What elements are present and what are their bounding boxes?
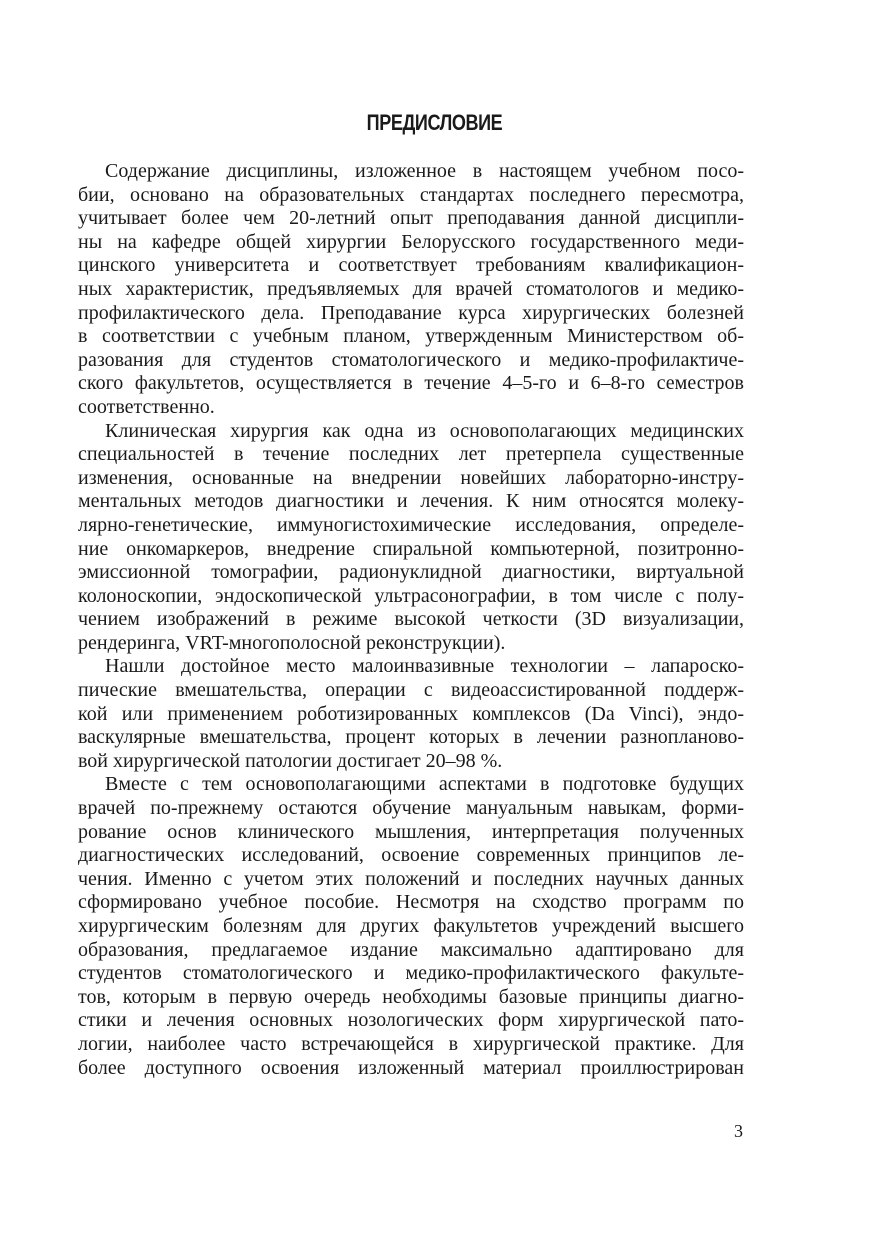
- paragraph-line: ского факультетов, осуществляется в течение 4–5-го и 6–8-го семестров: [78, 372, 744, 395]
- paragraph-line: разования для студентов стоматологического и медико-профилактиче-: [78, 348, 744, 371]
- paragraph-line: студентов стоматологического и медико-профилактического факульте-: [78, 962, 744, 985]
- paragraph-line: кой или применением роботизированных комплексов (Da Vinci), эндо-: [78, 702, 744, 725]
- paragraph-line: рендеринга, VRT-многополосной реконструкции).: [78, 631, 506, 654]
- paragraph-line: логии, наиболее часто встречающейся в хирургической практике. Для: [78, 1032, 744, 1055]
- paragraph-line: ние онкомаркеров, внедрение спиральной компьютерной, позитронно-: [78, 537, 744, 560]
- paragraph: [78, 420, 744, 656]
- paragraph: [78, 773, 744, 1080]
- paragraph-line: эмиссионной томографии, радионуклидной диагностики, виртуальной: [78, 561, 744, 584]
- paragraph-line: колоноскопии, эндоскопической ультрасонографии, в том числе с полу-: [78, 584, 744, 607]
- paragraph-line: бии, основано на образовательных стандартах последнего пересмотра,: [78, 183, 744, 206]
- paragraph-line: васкулярные вмешательства, процент которых в лечении разнопланово-: [78, 726, 744, 749]
- paragraph-line: стики и лечения основных нозологических форм хирургической пато-: [78, 1009, 744, 1032]
- paragraph-line: ментальных методов диагностики и лечения. К ним относятся молеку-: [78, 490, 744, 513]
- paragraph-line: Нашли достойное место малоинвазивные технологии – лапароско-: [105, 655, 744, 678]
- paragraph-line: учитывает более чем 20-летний опыт преподавания данной дисципли-: [78, 207, 744, 230]
- paragraph-line: диагностических исследований, освоение современных принципов ле-: [78, 844, 744, 867]
- paragraph-line: врачей по-прежнему остаются обучение мануальным навыкам, форми-: [78, 797, 744, 820]
- page-number: 3: [734, 1121, 743, 1141]
- paragraph-line: лярно-генетические, иммуногистохимические исследования, определе-: [78, 513, 744, 536]
- body-text: [78, 160, 744, 1080]
- paragraph-line: Содержание дисциплины, изложенное в настоящем учебном посо-: [105, 160, 744, 182]
- page-title: ПРЕДИСЛОВИЕ: [366, 110, 503, 135]
- paragraph-line: более доступного освоения изложенный материал проиллюстрирован: [78, 1056, 744, 1079]
- paragraph-line: Клиническая хирургия как одна из основополагающих медицинских: [105, 419, 744, 442]
- paragraph-line: образования, предлагаемое издание максимально адаптировано для: [78, 938, 744, 961]
- paragraph-line: цинского университета и соответствует требованиям квалификацион-: [78, 254, 744, 277]
- paragraph-line: соответственно.: [78, 395, 215, 418]
- paragraph-line: хирургическим болезням для других факультетов учреждений высшего: [78, 915, 744, 937]
- paragraph: [78, 160, 744, 420]
- paragraph: [78, 655, 744, 773]
- paragraph-line: в соответствии с учебным планом, утвержденным Министерством об-: [78, 325, 744, 348]
- paragraph-line: чения. Именно с учетом этих положений и последних научных данных: [78, 867, 744, 890]
- paragraph-line: тов, которым в первую очередь необходимы базовые принципы диагно-: [78, 985, 744, 1008]
- paragraph-line: ны на кафедре общей хирургии Белорусского государственного меди-: [78, 230, 744, 253]
- paragraph-line: сформировано учебное пособие. Несмотря на сходство программ по: [78, 891, 744, 914]
- paragraph-line: вой хирургической патологии достигает 20–98 %.: [78, 749, 503, 772]
- paragraph-line: чением изображений в режиме высокой четкости (3D визуализации,: [78, 608, 744, 631]
- paragraph-line: Вместе с тем основополагающими аспектами в подготовке будущих: [105, 773, 744, 796]
- paragraph-line: профилактического дела. Преподавание курса хирургических болезней: [78, 301, 744, 324]
- paragraph-line: изменения, основанные на внедрении новейших лабораторно-инстру-: [78, 466, 744, 489]
- paragraph-line: рование основ клинического мышления, интерпретация полученных: [78, 820, 744, 843]
- paragraph-line: специальностей в течение последних лет претерпела существенные: [78, 443, 744, 466]
- paragraph-line: ных характеристик, предъявляемых для врачей стоматологов и медико-: [78, 277, 744, 300]
- paragraph-line: пические вмешательства, операции с видеоассистированной поддерж-: [78, 679, 744, 702]
